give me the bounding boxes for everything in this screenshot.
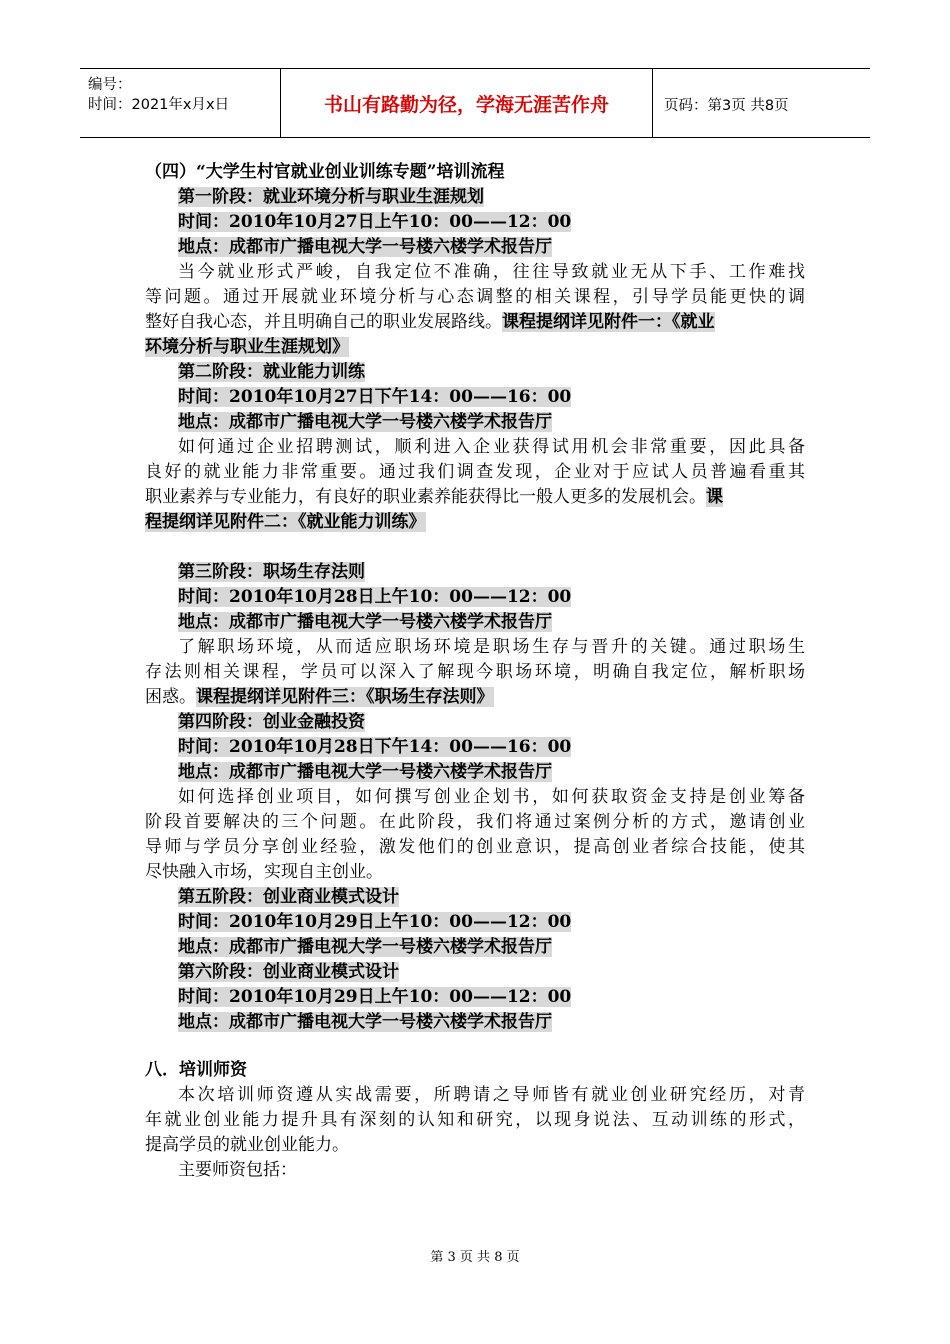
- stage2-appendix-ref: 课: [706, 487, 723, 507]
- stage3-para-line: 了解职场环境，从而适应职场环境是职场生存与晋升的关键。通过职场生: [178, 637, 805, 657]
- stage1-para-line: 整好自我心态，并且明确自己的职业发展路线。课程提纲详见附件一：《就业: [145, 312, 715, 332]
- stage2-title: 第二阶段：就业能力训练: [178, 362, 365, 382]
- stage4-para-line: 如何选择创业项目，如何撰写创业企划书，如何获取资金支持是创业筹备: [178, 787, 805, 807]
- stage4-time: 时间：2010年10月28日下午14：00——16：00: [178, 737, 572, 757]
- stage1-para-line: 当今就业形式严峻，自我定位不准确，往往导致就业无从下手、工作难找: [178, 262, 805, 282]
- stage2-appendix-ref-cont: 程提纲详见附件二：《就业能力训练》: [145, 512, 426, 532]
- header-number: 编号：: [88, 77, 132, 93]
- stage1-para-line: 等问题。通过开展就业环境分析与心态调整的相关课程，引导学员能更快的调: [145, 287, 805, 307]
- stage2-para-line: 如何通过企业招聘测试，顺利进入企业获得试用机会非常重要，因此具备: [178, 437, 805, 457]
- stage2-time: 时间：2010年10月27日下午14：00——16：00: [178, 387, 572, 407]
- header-time: 时间：2021年x月x日: [88, 97, 230, 113]
- stage6-time: 时间：2010年10月29日上午10：00——12：00: [178, 987, 572, 1007]
- stage1-appendix-ref-cont: 环境分析与职业生涯规划》: [145, 337, 349, 357]
- stage2-para-line: 职业素养与专业能力，有良好的职业素养能获得比一般人更多的发展机会。课: [145, 487, 723, 507]
- page-header: [80, 68, 870, 138]
- stage4-place: 地点：成都市广播电视大学一号楼六楼学术报告厅: [178, 762, 552, 782]
- teachers-para-line: 本次培训师资遵从实战需要，所聘请之导师皆有就业创业研究经历，对青: [178, 1085, 805, 1105]
- teachers-para-line: 年就业创业能力提升具有深刻的认知和研究，以现身说法、互动训练的形式，: [145, 1110, 805, 1130]
- stage5-place: 地点：成都市广播电视大学一号楼六楼学术报告厅: [178, 937, 552, 957]
- stage3-para-line: 困惑。课程提纲详见附件三：《职场生存法则》: [145, 687, 494, 707]
- stage4-para-line: 尽快融入市场，实现自主创业。: [145, 862, 383, 882]
- stage3-para-line: 存法则相关课程，学员可以深入了解现今职场环境，明确自我定位，解析职场: [145, 662, 805, 682]
- stage2-para-line: 良好的就业能力非常重要。通过我们调查发现，企业对于应试人员普遍看重其: [145, 462, 805, 482]
- stage1-place: 地点：成都市广播电视大学一号楼六楼学术报告厅: [178, 237, 552, 257]
- teachers-main-label: 主要师资包括：: [178, 1160, 297, 1180]
- stage6-place: 地点：成都市广播电视大学一号楼六楼学术报告厅: [178, 1012, 552, 1032]
- stage2-place: 地点：成都市广播电视大学一号楼六楼学术报告厅: [178, 412, 552, 432]
- teachers-para-line: 提高学员的就业创业能力。: [145, 1135, 349, 1155]
- stage3-appendix-ref: 课程提纲详见附件三：《职场生存法则》: [196, 687, 494, 707]
- stage4-para-line: 阶段首要解决的三个问题。在此阶段，我们将通过案例分析的方式，邀请创业: [145, 812, 805, 832]
- teachers-heading: 八．培训师资: [145, 1060, 247, 1080]
- stage3-place: 地点：成都市广播电视大学一号楼六楼学术报告厅: [178, 612, 552, 632]
- stage3-title: 第三阶段：职场生存法则: [178, 562, 365, 582]
- header-motto: 书山有路勤为径，学海无涯苦作舟: [281, 69, 653, 137]
- stage6-title: 第六阶段：创业商业模式设计: [178, 962, 399, 982]
- stage5-time: 时间：2010年10月29日上午10：00——12：00: [178, 912, 572, 932]
- stage1-time: 时间：2010年10月27日上午10：00——12：00: [178, 212, 572, 232]
- page-footer: 第 3 页 共 8 页: [430, 1250, 520, 1265]
- stage1-title: 第一阶段：就业环境分析与职业生涯规划: [178, 187, 484, 207]
- stage1-appendix-ref: 课程提纲详见附件一：《就业: [502, 312, 715, 332]
- header-meta-cell: [80, 69, 281, 137]
- stage5-title: 第五阶段：创业商业模式设计: [178, 887, 399, 907]
- stage3-time: 时间：2010年10月28日上午10：00——12：00: [178, 587, 572, 607]
- section-title: （四）“大学生村官就业创业训练专题”培训流程: [145, 162, 505, 182]
- header-page-number: 页码：第3页 共8页: [664, 98, 789, 114]
- stage4-title: 第四阶段：创业金融投资: [178, 712, 365, 732]
- stage4-para-line: 导师与学员分享创业经验，激发他们的创业意识，提高创业者综合技能，使其: [145, 837, 805, 857]
